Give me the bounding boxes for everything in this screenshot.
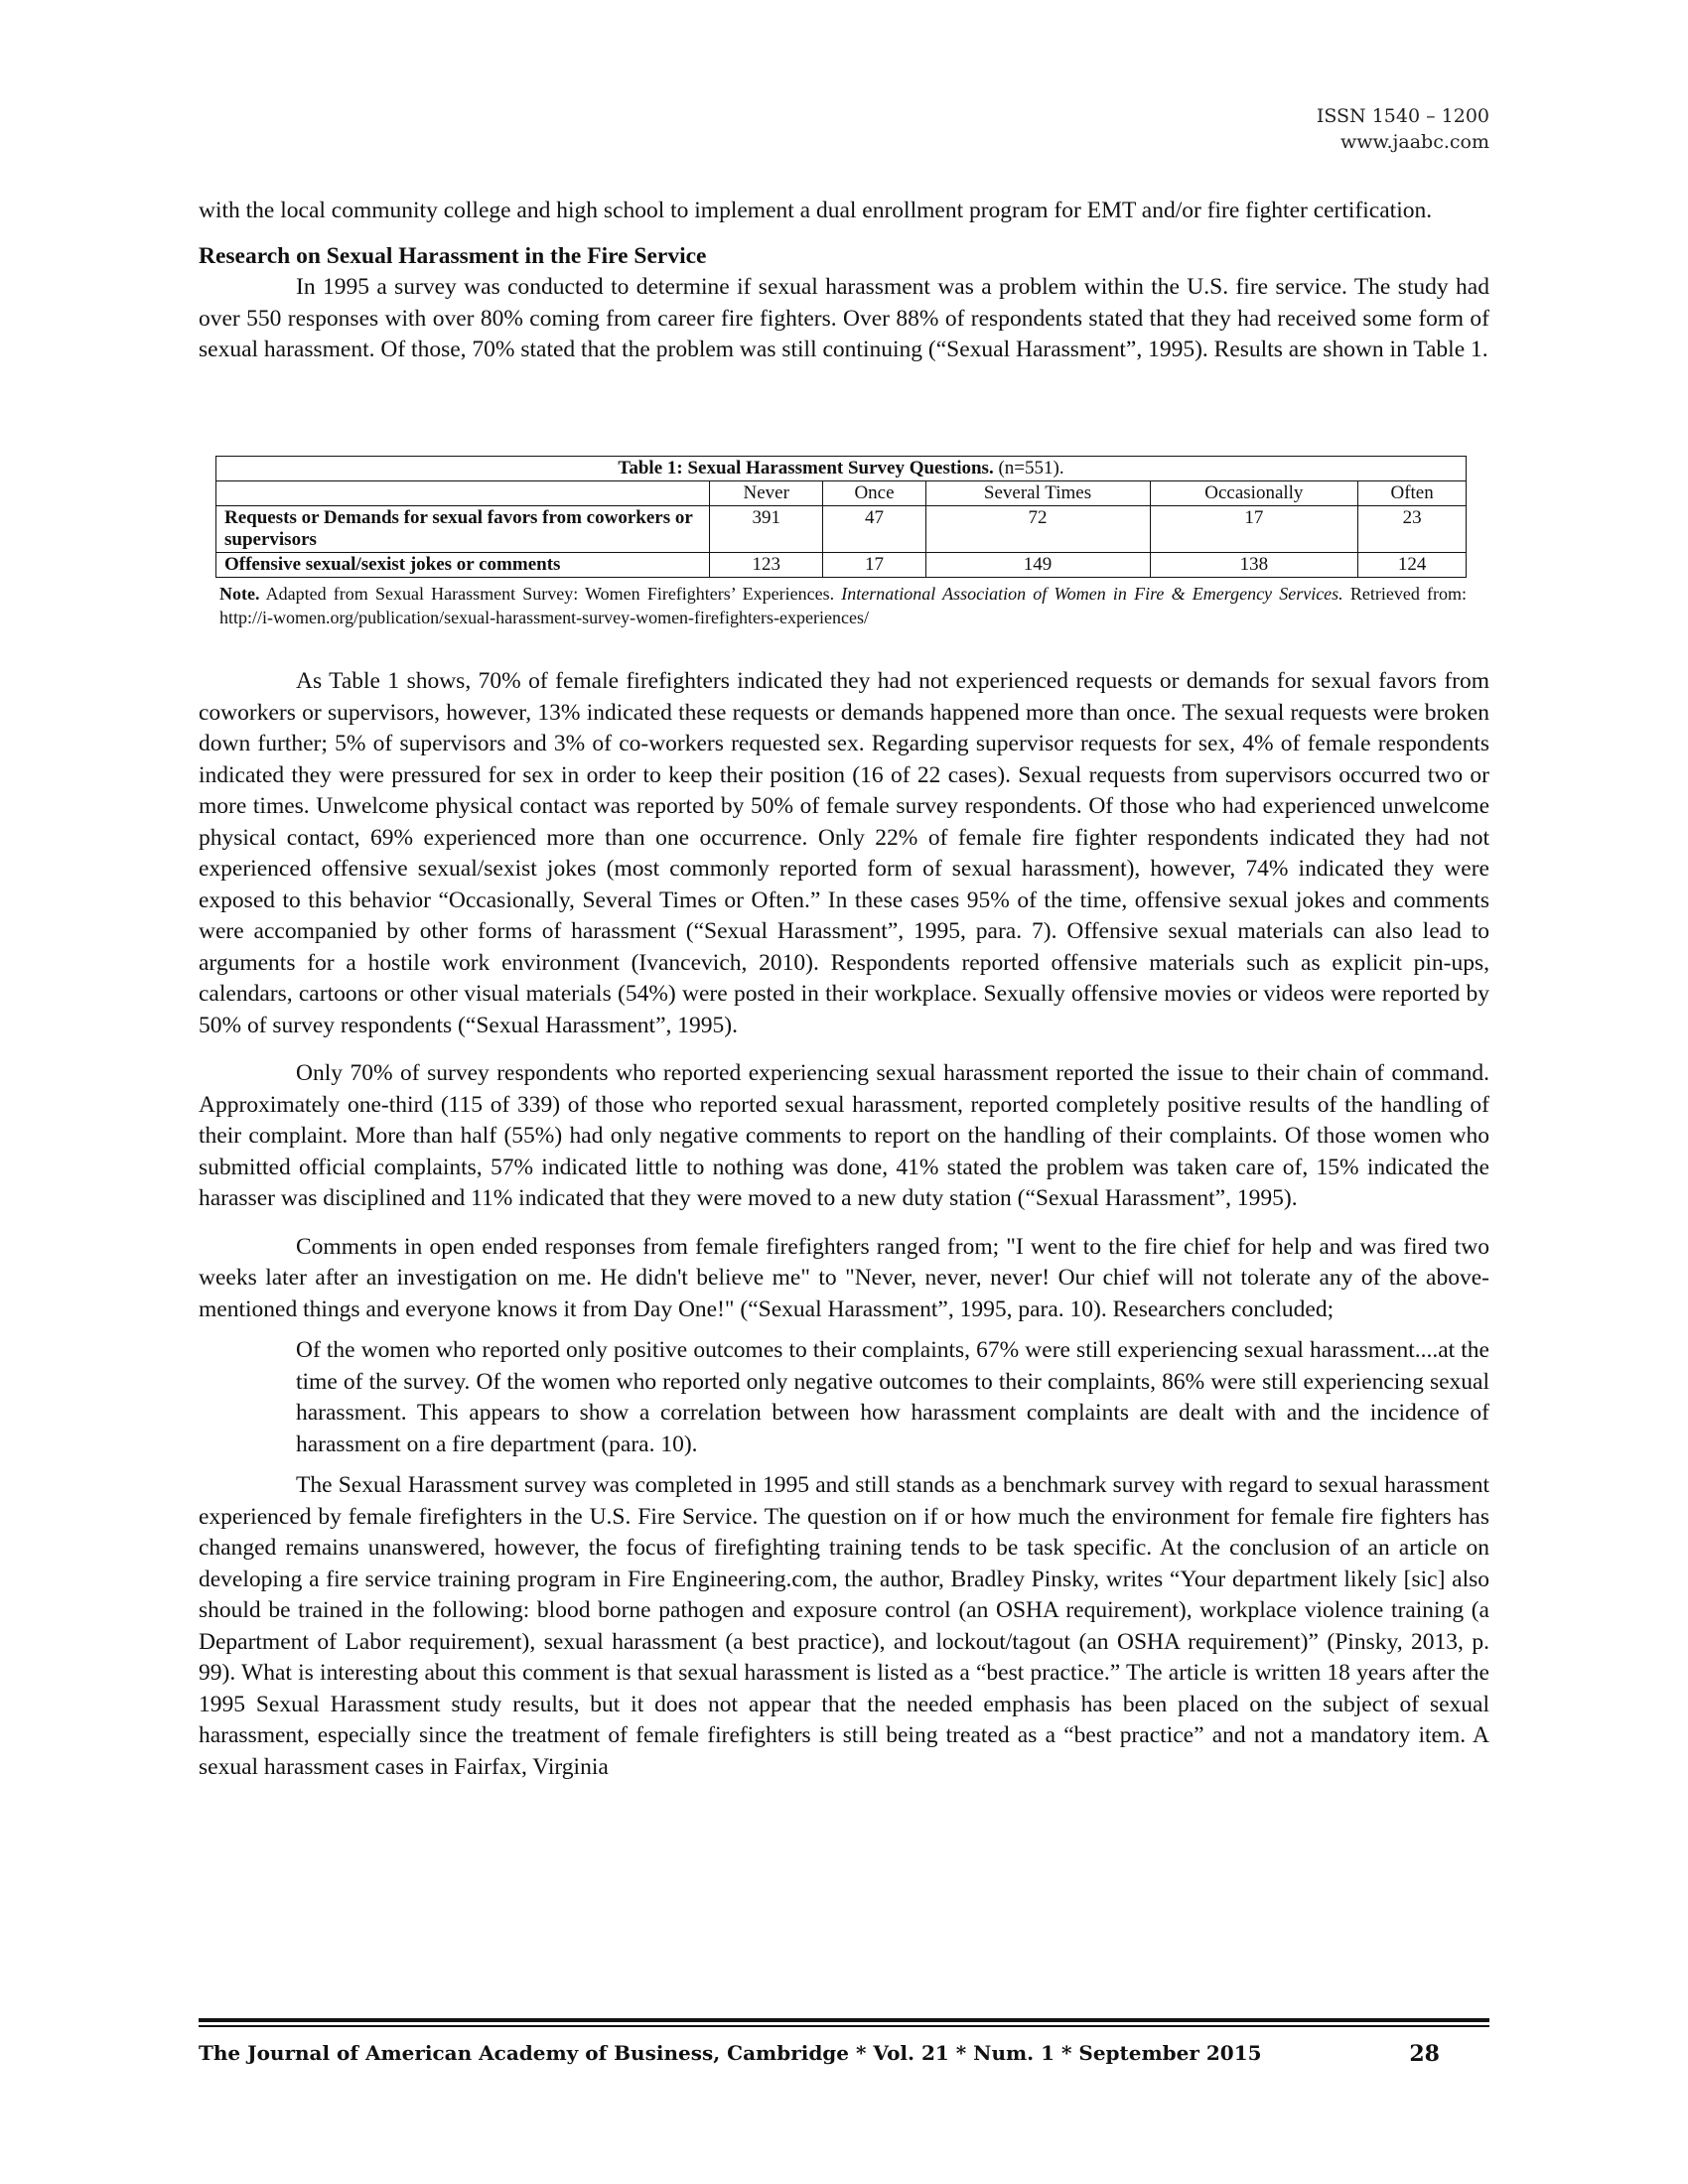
journal-url: www.jaabc.com <box>1339 131 1489 153</box>
issn-number: ISSN 1540 – 1200 <box>1316 105 1489 127</box>
table-cell: 149 <box>925 553 1150 578</box>
paragraph-survey: The Sexual Harassment survey was completed in 1995 and still stands as a benchmark survey with regard to sexual harassment experienced by female firefighters in the U.S. Fire Service. The question on if or how much the environment for female fire fighters has changed remains unanswered, however, the focus of firefighting training tends to be task specific. At the conclusion of an article on developing a fire service training program in Fire Engineering.com, the author, Bradley Pinsky, writes “Your department likely [sic] also should be trained in the following: blood borne pathogen and exposure control (an OSHA requirement), workplace violence training (a Department of Labor requirement), sexual harassment (a best practice), and lockout/tagout (an OSHA requirement)” (Pinsky, 2013, p. 99). What is interesting about this comment is that sexual harassment is listed as a “best practice.” The article is written 18 years after the 1995 Sexual Harassment study results, but it does not appear that the needed emphasis has been placed on the subject of sexual harassment, especially since the treatment of female firefighters is still being treated as a “best practice” and not a mandatory item. A sexual harassment cases in Fairfax, Virginia <box>199 1472 1489 1780</box>
table-row <box>216 553 1467 578</box>
table-cell: 138 <box>1150 553 1358 578</box>
table-corner-cell <box>216 481 710 506</box>
article-main-block <box>199 666 1489 1783</box>
paragraph-only-70: Only 70% of survey respondents who reported experiencing sexual harassment reported the issue to their chain of command. Approximately one-third (115 of 339) of those who reported sexual harassment, reported completely positive results of the handling of their complaint. More than half (55%) had only negative comments to report on the handling of their complaints. Of those women who submitted official complaints, 57% indicated little to nothing was done, 41% stated the problem was taken care of, 15% indicated the harasser was disciplined and 11% indicated that they were moved to a new duty station (“Sexual Harassment”, 1995). <box>199 1060 1489 1211</box>
table-cell: 391 <box>710 506 823 553</box>
column-header: Never <box>710 481 823 506</box>
article-top-block <box>199 196 1489 366</box>
table-header-row <box>216 481 1467 506</box>
table-cell: 17 <box>823 553 925 578</box>
note-source: International Association of Women in Fire & Emergency Services. <box>841 584 1343 604</box>
table-cell: 72 <box>925 506 1150 553</box>
block-quote: Of the women who reported only positive outcomes to their complaints, 67% were still experiencing sexual harassment....at the time of the survey. Of the women who reported only negative outcomes to their complaints, 86% were still experiencing sexual harassment. This appears to show a correlation between how harassment complaints are dealt with and the incidence of harassment on a fire department (para. 10). <box>296 1337 1489 1457</box>
table-caption-n: (n=551). <box>993 458 1064 478</box>
survey-table-block <box>215 456 1467 629</box>
table-cell: 23 <box>1358 506 1467 553</box>
column-header: Occasionally <box>1150 481 1358 506</box>
paragraph-table-shows: As Table 1 shows, 70% of female firefighters indicated they had not experienced requests or demands for sexual favors from coworkers or supervisors, however, 13% indicated these requests or demands happened more than once. The sexual requests were broken down further; 5% of supervisors and 3% of co-workers requested sex. Regarding supervisor requests for sex, 4% of female respondents indicated they were pressured for sex in order to keep their position (16 of 22 cases). Sexual requests from supervisors occurred two or more times. Unwelcome physical contact was reported by 50% of female survey respondents. Of those who had experienced unwelcome physical contact, 69% experienced more than one occurrence. Only 22% of female fire fighter respondents indicated they had not experienced offensive sexual/sexist jokes (most commonly reported form of sexual harassment), however, 74% indicated they were exposed to this behavior “Occasionally, Several Times or Often.” In these cases 95% of the time, offensive sexual jokes and comments were accompanied by other forms of harassment (“Sexual Harassment”, 1995, para. 7). Offensive sexual materials can also lead to arguments for a hostile work environment (Ivancevich, 2010). Respondents reported offensive materials such as explicit pin-ups, calendars, cartoons or other visual materials (54%) were posted in their workplace. Sexually offensive movies or videos were reported by 50% of survey respondents (“Sexual Harassment”, 1995). <box>199 668 1489 1038</box>
row-label: Offensive sexual/sexist jokes or comments <box>216 553 710 578</box>
table-cell: 124 <box>1358 553 1467 578</box>
note-label: Note. <box>219 584 260 604</box>
footer-journal-info: The Journal of American Academy of Business, Cambridge * Vol. 21 * Num. 1 * September 2015 <box>199 2041 1262 2065</box>
table-caption-title: Table 1: Sexual Harassment Survey Questions. <box>618 458 994 478</box>
issn-header <box>1317 103 1489 155</box>
note-retrieved: Retrieved from: http://i-women.org/publication/sexual-harassment-survey-women-firefighters-experiences/ <box>219 584 1467 627</box>
table-cell: 123 <box>710 553 823 578</box>
column-header: Several Times <box>925 481 1150 506</box>
note-text: Adapted from Sexual Harassment Survey: Women Firefighters’ Experiences. <box>259 584 842 604</box>
footer-rule-thin <box>199 2025 1489 2027</box>
table-caption <box>216 457 1467 481</box>
column-header: Once <box>823 481 925 506</box>
survey-table <box>215 456 1467 578</box>
column-header: Often <box>1358 481 1467 506</box>
section-heading: Research on Sexual Harassment in the Fire Service <box>199 242 707 269</box>
table-cell: 17 <box>1150 506 1358 553</box>
table-row <box>216 506 1467 553</box>
footer-rule-thick <box>199 2018 1489 2022</box>
paragraph-intro: with the local community college and high school to implement a dual enrollment program for EMT and/or fire fighter certification. <box>199 198 1433 223</box>
paragraph-comments: Comments in open ended responses from female firefighters ranged from; "I went to the fire chief for help and was fired two weeks later after an investigation on me. He didn't believe me" to "Never, never, never! Our chief will not tolerate any of the above-mentioned things and everyone knows it from Day One!" (“Sexual Harassment”, 1995, para. 10). Researchers concluded; <box>199 1233 1489 1322</box>
row-label: Requests or Demands for sexual favors from coworkers or supervisors <box>216 506 710 553</box>
page-number: 28 <box>1409 2041 1440 2067</box>
table-cell: 47 <box>823 506 925 553</box>
table-note <box>215 582 1467 629</box>
paragraph-research: In 1995 a survey was conducted to determine if sexual harassment was a problem within the U.S. fire service. The study had over 550 responses with over 80% coming from career fire fighters. Over 88% of respondents stated that they had received some form of sexual harassment. Of those, 70% stated that the problem was still continuing (“Sexual Harassment”, 1995). Results are shown in Table 1. <box>199 274 1489 362</box>
